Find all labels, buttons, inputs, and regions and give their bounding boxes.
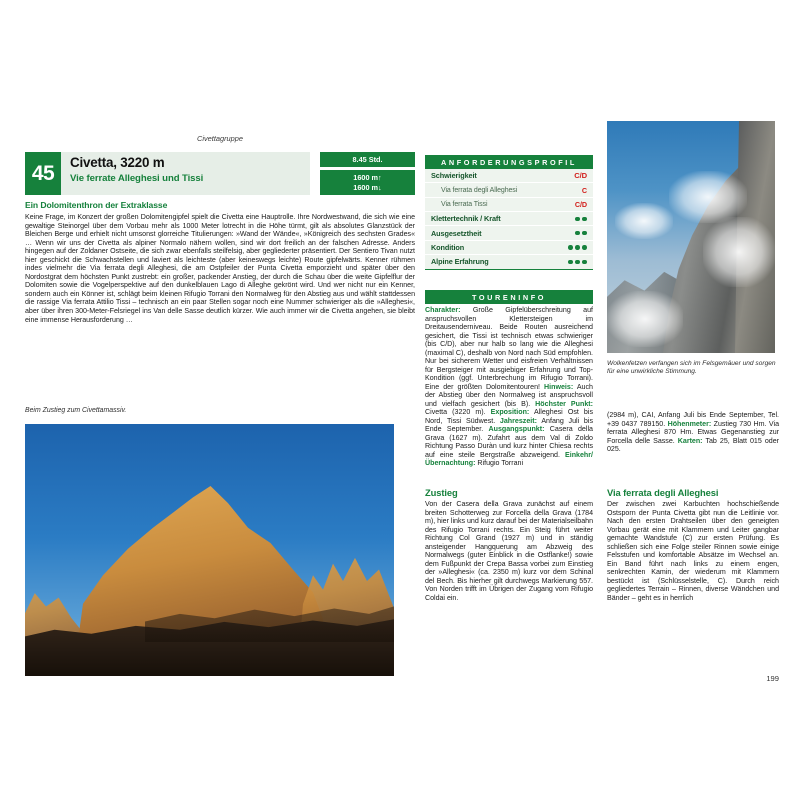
- info-value: Anfang Juli bis Ende September.: [425, 416, 593, 434]
- rating-dot: [582, 231, 587, 236]
- profile-rating-dots: [575, 217, 587, 222]
- lead-heading: Ein Dolomitenthron der Extraklasse: [25, 200, 168, 210]
- elevation-badge: [320, 170, 415, 195]
- touren-info-text: [425, 306, 593, 468]
- info-keyword: Hinweis:: [544, 382, 574, 391]
- info-value: Zustieg 730 Hm. Via ferrata Alleghesi 870 Hm. Etwas Gegenanstieg zur Forcella delle Sasse.: [607, 419, 779, 445]
- rating-dot: [582, 217, 587, 222]
- profile-rating-dots: [575, 231, 587, 236]
- ascent-value: 1600 m↑: [353, 173, 382, 183]
- photo-civetta-massif: [25, 424, 394, 676]
- touren-heading: TOURENINFO: [425, 290, 593, 304]
- route-number: 45: [25, 152, 61, 195]
- profile-row: [425, 241, 593, 255]
- cloud-2: [703, 217, 775, 287]
- title-text-group: [70, 155, 203, 185]
- duration-badge: 8.45 Std.: [320, 152, 415, 167]
- profile-row-label: Schwierigkeit: [431, 171, 477, 181]
- info-value: Casera della Grava (1627 m). Zufahrt aus dem Val di Zoldo Richtung Passo Duràn und kurz hinter Chiesa rechts auf eine steile Bergstraße abzweigend.: [425, 425, 593, 459]
- info-value: Alleghesi Ost bis Nord, Tissi Südwest.: [425, 408, 593, 425]
- profile-row: [425, 226, 593, 240]
- zustieg-heading: Zustieg: [425, 487, 458, 498]
- rating-dot: [575, 217, 580, 222]
- info-value: Civetta (3220 m).: [425, 408, 491, 417]
- profile-row-label: Via ferrata degli Alleghesi: [441, 186, 518, 194]
- zustieg-text: Von der Casera della Grava zunächst auf einem breiten Schotterweg zur Forcella della Grava (1784 m), hier links und kurz darauf bei der Materialseilbahn des Rifugio Torrani rechts. Ein Steig führt weiter Richtung Col Grand (1927 m) und in ständig ansteigender Hangquerung am Abzweig des Normalwegs (guter Einblick in die Ostflanke!) sowie dem Fußpunkt der Crepa Bassa vorbei zum Einstieg der »Alleghesi« (ca. 2350 m) kurz vor dem Schinal del Bech. Bis hierher gilt durchwegs Markierung 557. Von Norden trifft im Übrigen der Zugang vom Rifugio Coldai ein.: [425, 500, 593, 603]
- info-keyword: Jahreszeit:: [499, 416, 537, 425]
- profile-row-value: C/D: [574, 199, 587, 209]
- profile-row-label: Kondition: [431, 243, 465, 253]
- touren-info-continued: [607, 411, 779, 454]
- running-head: Civettagruppe: [196, 134, 243, 143]
- profile-row-label: Alpine Erfahrung: [431, 257, 489, 267]
- info-keyword: Charakter:: [425, 306, 461, 315]
- cloud-4: [607, 291, 683, 347]
- rating-dot: [575, 231, 580, 236]
- profile-row: [425, 212, 593, 226]
- info-keyword: Exposition:: [490, 408, 530, 417]
- section-zustieg: [425, 487, 593, 603]
- info-keyword: Karten:: [677, 436, 703, 445]
- main-photo-caption: Beim Zustieg zum Civettamassiv.: [25, 407, 127, 414]
- intro-text: Keine Frage, im Konzert der großen Dolomitengipfel spielt die Civetta eine Hauptrolle. Ihre Nordwestwand, die sich wie eine gewaltige Steinorgel über dem Vorbau mehr als 1000 Meter lotrecht in die Höhe türmt, gilt als absolutes Glanzstück der Bleichen Berge und erhielt nicht umsonst glorreiche Titulierungen: »Wand der Wände«, »Königreich des sechsten Grades« … Wenn wir uns der Civetta als alpiner Normalo nähern wollen, sind wir dort freilich an der falschen Adresse. Anders hingegen auf der Zoldaner Ostseite, die sich zwar ebenfalls steilfelsig, aber gegliederter präsentiert. Der Sentiero Tivan nutzt hier geschickt die Schwachstellen und laviert als leichteste (aber keineswegs leichte) Route gipfelwärts. Kenner rühmen indes vielmehr die Via ferrata degli Alleghesi, die am Ostpfeiler der Punta Civetta emporzieht und später über den Nordostgrat dem höchsten Punkt zustrebt: ein großer, packender Anstieg, der durch die Schau über die weite Gipfelflur der Dolomiten sowie die Vogelperspektive auf den dunkelblauen Lago di Alleghe gekrönt wird. Und wer nicht nur ein Kenner, sondern auch ein Könner ist, schlägt beim kleinen Rifugio Torrani den Normalweg für den Abstieg aus und wählt stattdessen die rassige Via ferrata Attilio Tissi – technisch an ein paar Stellen sogar noch eine Nummer schwieriger als die »Alleghesi«, aber über ihren 300-Meter-Felsriegel ins Van delle Sasse deutlich kürzer. Wie auch immer wir die Civetta angehen, sie bleibt eine immense Herausforderung …: [25, 213, 415, 324]
- profile-row: [425, 198, 593, 212]
- rating-dot: [568, 245, 573, 250]
- profile-rating-dots: [568, 245, 587, 250]
- page-title: Civetta, 3220 m: [70, 155, 165, 170]
- profile-rows: [425, 169, 593, 270]
- touren-info-panel: [425, 290, 593, 468]
- profile-row-label: Via ferrata Tissi: [441, 200, 488, 208]
- rating-dot: [582, 245, 587, 250]
- rating-dot: [568, 260, 573, 265]
- rating-dot: [582, 260, 587, 265]
- requirements-panel: [425, 155, 593, 270]
- profile-row: [425, 255, 593, 268]
- descent-value: 1600 m↓: [353, 182, 382, 192]
- cloud-1: [669, 171, 747, 223]
- rating-dot: [575, 245, 580, 250]
- info-keyword: Ausgangspunkt:: [488, 425, 545, 434]
- route-title-bar: [25, 152, 310, 195]
- info-value: Rifugio Torrani: [475, 459, 524, 468]
- info-keyword: Höhenmeter:: [667, 419, 712, 428]
- profile-row-value: C/D: [574, 171, 587, 181]
- profile-row-label: Ausgesetztheit: [431, 228, 482, 238]
- info-value: Tab 25, Blatt 015 oder 025.: [607, 436, 779, 454]
- rating-dot: [575, 260, 580, 265]
- alleghesi-text: Der zwischen zwei Karbuchten hochschießende Ostsporn der Punta Civetta gibt nun die Leitlinie vor. Nach den ersten Drahtseilen über den geneigten Vorbau gerät eine mit Klammern und Leiter gangbar gemachte Wandstufe (C) zur ersten Prüfung. Es schließen sich eine Folge steiler Rinnen sowie einige Felsstufen und komfortable Absätze im Wechsel an. Ein Band führt nach links zu einem engen, senkrechten Kamin, der wiederum mit Klammern bestückt ist (Schlüsselstelle, C). Durch reich gegliedertes Terrain – Rinnen, diverse Wändchen und Bänder – geht es in herrlich: [607, 500, 779, 603]
- cloud-3: [615, 203, 673, 239]
- top-photo-caption: Wolkenfetzen verfangen sich im Felsgemäuer und sorgen für eine unwirkliche Stimmung.: [607, 360, 776, 376]
- profile-heading: ANFORDERUNGSPROFIL: [425, 155, 593, 169]
- info-value: Auch der Abstieg über den Normalweg ist anspruchsvoll und vielfach gesichert (bis B).: [425, 382, 593, 408]
- profile-row-value: C: [581, 185, 587, 195]
- profile-row: [425, 183, 593, 197]
- info-keyword: Einkehr/Übernachtung:: [425, 450, 593, 468]
- profile-row-label: Klettertechnik / Kraft: [431, 214, 501, 224]
- profile-rating-dots: [568, 260, 587, 265]
- alleghesi-heading: Via ferrata degli Alleghesi: [607, 487, 719, 498]
- page-number: 199: [766, 674, 779, 683]
- route-subtitle: Vie ferrate Alleghesi und Tissi: [70, 173, 204, 184]
- info-value: Große Gipfelüberschreitung auf anspruchsvollen Klettersteigen im Dreitausenderniveau. Beide Routen ausreichend gesichert, die Tissi ist technisch etwas schwieriger (bis C/D), aber nur halb so lang wie die Alleghesi (maximal C), deshalb von Nord nach Süd empfohlen. Nur bei sicherem Wetter und eisfreien Verhältnissen für Bergsteiger mit ausgiebiger Erfahrung und Top-Kondition (ggf. Unterbrechung im Rifugio Torrani). Eine der größten Dolomitentouren!: [425, 306, 593, 391]
- info-value: (2984 m), CAI, Anfang Juli bis Ende September, Tel. +39 0437 789150.: [607, 411, 779, 428]
- info-keyword: Höchster Punkt:: [535, 399, 593, 408]
- photo-rock-wall-clouds: [607, 121, 775, 353]
- section-alleghesi: [607, 487, 779, 603]
- profile-row: [425, 169, 593, 183]
